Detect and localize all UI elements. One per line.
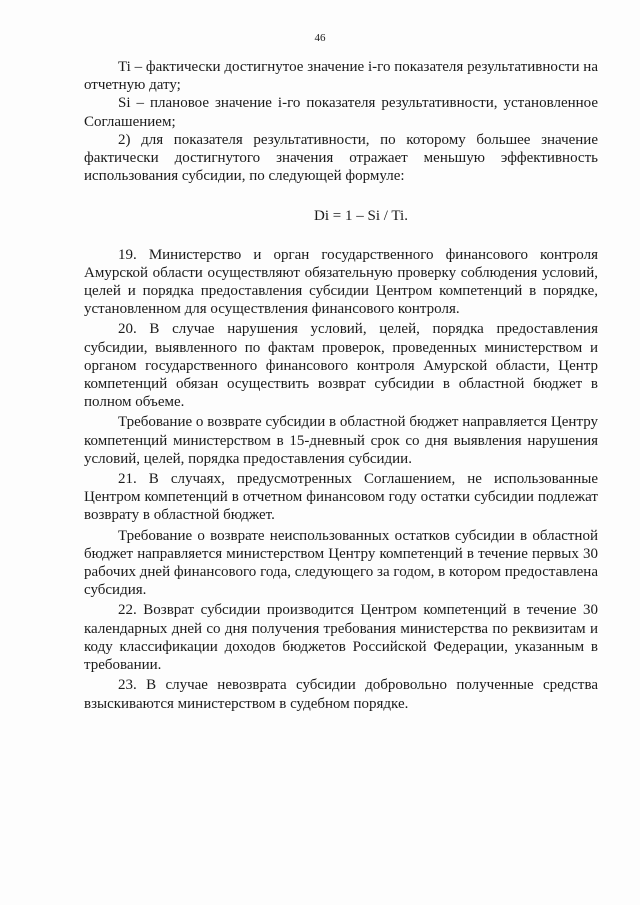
paragraph-19: 19. Министерство и орган государственного финансового контроля Амурской области осуществляют обязательную проверку соблюдения условий, целей и порядка предоставления субсидии Центром компетенций в порядке, установленном для осуществления финансового контроля.: [84, 246, 598, 318]
paragraph-20-requirement: Требование о возврате субсидии в областной бюджет направляется Центру компетенций министерством в 15-дневный срок со дня выявления нарушения условий, целей, порядка предоставления субсидии.: [84, 414, 598, 467]
formula: Di = 1 – Si / Ti.: [314, 208, 408, 225]
paragraph-20: 20. В случае нарушения условий, целей, порядка предоставления субсидии, выявленного по фактам проверок, проведенных министерством и органом государственного финансового контроля Амурской области, Центр компетенций обязан осуществить возврат субсидии в областной бюджет в полном объеме.: [84, 321, 598, 411]
paragraph-ti-definition: Ti – фактически достигнутое значение i-го показателя результативности на отчетную дату;: [84, 59, 598, 94]
paragraph-21: 21. В случаях, предусмотренных Соглашением, не использованные Центром компетенций в отчетном финансовом году остатки субсидии подлежат возврату в областной бюджет.: [84, 471, 598, 524]
paragraph-si-definition: Si – плановое значение i-го показателя результативности, установленное Соглашением;: [84, 95, 598, 130]
paragraph-21-requirement: Требование о возврате неиспользованных остатков субсидии в областной бюджет направляется министерством Центру компетенций в течение первых 30 рабочих дней финансового года, следующего за годом, в котором предоставлена субсидия.: [84, 527, 598, 599]
paragraph-23: 23. В случае невозврата субсидии добровольно полученные средства взыскиваются министерством в судебном порядке.: [84, 677, 598, 712]
paragraph-case-two: 2) для показателя результативности, по которому большее значение фактически достигнутого значения отражает меньшую эффективность использования субсидии, по следующей формуле:: [84, 131, 598, 185]
document-body: [84, 58, 598, 713]
page-number: 46: [314, 32, 326, 44]
paragraph-22: 22. Возврат субсидии производится Центром компетенций в течение 30 календарных дней со дня получения требования министерства по реквизитам и коду классификации доходов бюджетов Российской Федерации, указанным в требовании.: [84, 602, 598, 674]
